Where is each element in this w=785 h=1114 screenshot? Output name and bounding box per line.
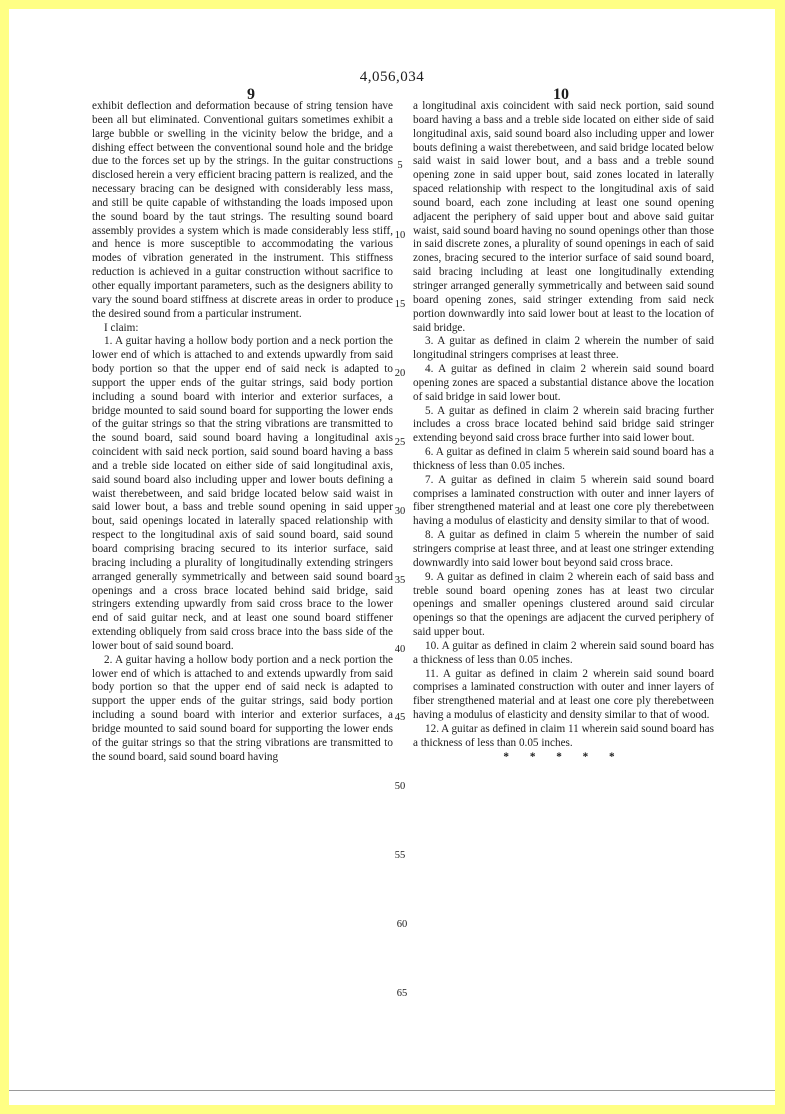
patent-number: 4,056,034: [359, 69, 425, 85]
claim-11: 11. A guitar as defined in claim 2 wherein said sound board comprises a laminated construction with outer and inner layers of fiber strengthened material and at least one core ply therebetween having a modulus of elasticity and density similar to that of wood.: [413, 667, 714, 722]
line-number: 55: [394, 850, 406, 861]
claim-2-start: 2. A guitar having a hollow body portion and a neck portion the lower end of which is attached to and extends upwardly from said body portion so that the upper end of said neck is adapted to support the upper ends of the guitar strings, said body portion including a sound board with interior and exterior surfaces, a bridge mounted to said sound board for supporting the lower ends of the guitar strings so that the string vibrations are transmitted to the sound board, said sound board having: [92, 653, 393, 763]
page-number-left: 9: [247, 86, 255, 103]
right-column: [413, 100, 714, 765]
claim-5: 5. A guitar as defined in claim 2 wherein said bracing further includes a cross brace located behind said bridge said stringer extending beyond said cross brace further into said lower bout.: [413, 404, 714, 445]
claim-10: 10. A guitar as defined in claim 2 wherein said sound board has a thickness of less than 0.05 inches.: [413, 639, 714, 666]
claim-1: 1. A guitar having a hollow body portion and a neck portion the lower end of which is attached to and extends upwardly from said body portion so that the upper end of said neck is adapted to support the upper ends of the guitar strings, said body portion including a sound board with interior and exterior surfaces, a bridge mounted to said sound board for supporting the lower ends of the guitar strings so that the string vibrations are transmitted to the sound board, said sound board having a longitudinal axis coincident with said neck portion, said sound board having a bass and a treble side located on either side of said longitudinal axis, said sound board also including upper and lower bouts defining a waist therebetween, and said bridge located below said waist in said lower bout, a bass and treble sound opening in said upper bout, said openings located in laterally spaced relationship with respect to the longitudinal axis of said sound board, said sound board comprising bracing secured to its interior surface, said bracing including a plurality of longitudinally extending stringers arranged generally symmetrically and between said sound board openings and a cross brace located behind said bridge, said stringers extending upwardly from said cross brace to the lower end of said guitar neck, and at least one sound board stiffener extending obliquely from said cross brace into the bass side of the lower bout of said sound board.: [92, 335, 393, 652]
claim-3: 3. A guitar as defined in claim 2 wherein the number of said longitudinal stringers comprises at least three.: [413, 335, 714, 362]
line-number: 30: [394, 506, 406, 517]
line-number: 5: [397, 160, 403, 171]
claim-7: 7. A guitar as defined in claim 5 wherein said sound board comprises a laminated construction with outer and inner layers of fiber strengthened material and at least one core ply therebetween having a modulus of elasticity and density similar to that of wood.: [413, 473, 714, 528]
page-number-right: 10: [553, 86, 569, 103]
line-number: 25: [394, 437, 406, 448]
left-column: [92, 100, 393, 765]
line-number: 35: [394, 575, 406, 586]
claim-4: 4. A guitar as defined in claim 2 wherein said sound board opening zones are spaced a substantial distance above the location of said bridge in said lower bout.: [413, 363, 714, 403]
claim-2-continued: a longitudinal axis coincident with said neck portion, said sound board having a bass and a treble side located on either side of said longitudinal axis, said sound board also including upper and lower bouts defining a waist therebetween, and said bridge located below said waist in said lower bout, and a bass and a treble sound opening zone in said upper bout, said zones located in laterally spaced relationship with respect to the longitudinal axis of said sound board, each zone including at least one sound opening adjacent the periphery of said upper bout and above said guitar waist, said sound board having no sound openings other than those in said discrete zones, a plurality of sound openings in each of said zones, bracing secured to the interior surface of said sound board, said bracing including at least one longitudinally extending stringer arranged generally symmetrically and between said sound board opening zones, said stringer extending from said neck portion downwardly into said lower bout at least to the location of said bridge.: [413, 100, 714, 334]
claim-12: 12. A guitar as defined in claim 11 wherein said sound board has a thickness of less than 0.05 inches.: [413, 722, 714, 749]
line-number: 10: [394, 230, 406, 241]
claim-6: 6. A guitar as defined in claim 5 wherein said sound board has a thickness of less than 0.05 inches.: [413, 446, 714, 472]
line-number: 20: [394, 368, 406, 379]
claim-9: 9. A guitar as defined in claim 2 wherein each of said bass and treble sound board opening zones has at least two circular openings and smaller openings clustered around said circular openings so that the openings are adjacent the curved periphery of said upper bout.: [413, 570, 714, 639]
line-number: 40: [394, 644, 406, 655]
line-number: 15: [394, 299, 406, 310]
description-paragraph: exhibit deflection and deformation because of string tension have been all but eliminated. Conventional guitars sometimes exhibit a large bubble or swelling in the vicinity below the bridge, and a dishing effect between the conventional sound hole and the bridge due to the forces set up by the strings. In the guitar constructions disclosed herein a very efficient bracing pattern is realized, and the necessary bracing can be designed with considerably less mass, and still be quite capable of withstanding the loads imposed upon the sound board by the taut strings. The resulting sound board assembly provides a system which is made considerably less stiff, and hence is more susceptible to accommodating the various modes of vibration generated in the instrument. This stiffness reduction is achieved in a guitar construction without sacrifice to other equally important parameters, such as the designers ability to vary the sound board stiffness at discrete areas in order to produce the desired sound from a particular instrument.: [92, 100, 393, 320]
end-marks: * * * * *: [503, 750, 624, 763]
bottom-rule: [9, 1090, 775, 1091]
line-number: 50: [394, 781, 406, 792]
claim-8: 8. A guitar as defined in claim 5 wherein the number of said stringers comprise at least three, and at least one stringer extending downwardly into said lower bout beyond said cross brace.: [413, 529, 714, 569]
line-number: 60: [396, 919, 408, 930]
line-number: 65: [396, 988, 408, 999]
line-number: 45: [394, 712, 406, 723]
claims-heading: I claim:: [104, 321, 139, 334]
patent-page: [9, 9, 775, 1105]
